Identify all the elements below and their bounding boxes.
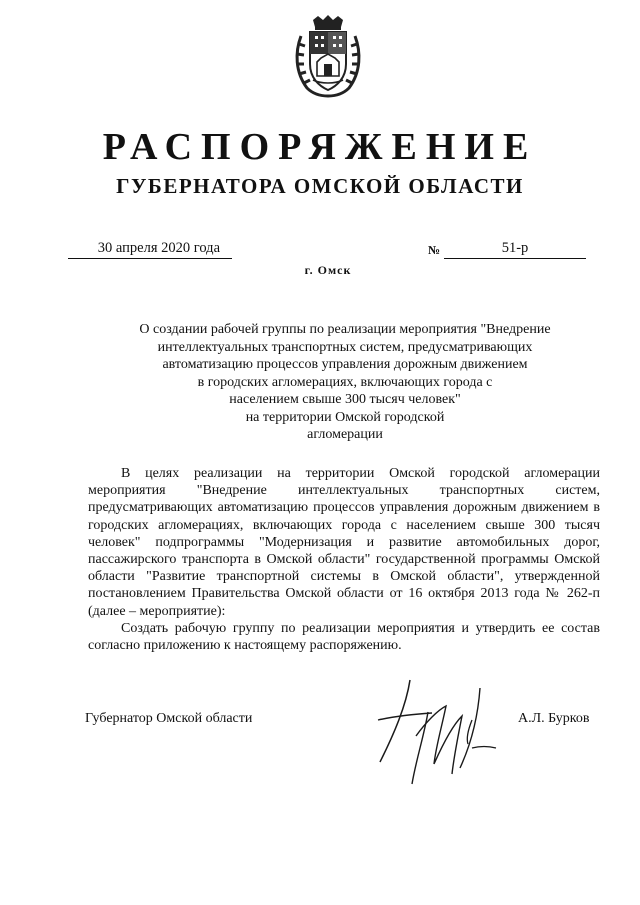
- document-number-label: №: [428, 243, 441, 257]
- body-paragraph: Создать рабочую группу по реализации мероприятия и утвердить ее состав согласно приложению к настоящему распоряжению.: [88, 620, 600, 654]
- issuing-authority: ГУБЕРНАТОРА ОМСКОЙ ОБЛАСТИ: [116, 174, 524, 198]
- omsk-coat-of-arms-icon: [293, 14, 363, 100]
- document-number: 51-р: [444, 238, 586, 259]
- title-line: О создании рабочей группы по реализации мероприятия "Внедрение: [139, 322, 551, 337]
- body-paragraph: В целях реализации на территории Омской городской агломерации мероприятия "Внедрение интеллектуальных транспортных систем, предусматривающих автоматизацию процессов управления дорожным движением в городских агломерациях, включающих города с населением свыше 300 тысяч человек" подпрограммы "Модернизация и развитие автомобильных дорог, пассажирского транспорта в Омской области" государственной программы Омской области "Развитие транспортной системы в Омской области", утвержденной постановлением Правительства Омской области от 16 октября 2013 года № 262-п (далее – мероприятие):: [88, 466, 600, 619]
- document-title: [98, 321, 592, 444]
- signatory-position: Губернатор Омской области: [85, 711, 253, 726]
- document-body: [88, 465, 600, 654]
- title-line: агломерации: [307, 427, 383, 442]
- document-date: 30 апреля 2020 года: [68, 238, 232, 259]
- document-type: РАСПОРЯЖЕНИЕ: [102, 126, 538, 168]
- title-line: населением свыше 300 тысяч человек": [229, 392, 461, 407]
- title-line: интеллектуальных транспортных систем, предусматривающих: [157, 339, 533, 355]
- title-line: в городских агломерациях, включающих города с: [197, 374, 493, 390]
- handwritten-signature-icon: [376, 676, 504, 786]
- signatory-name: А.Л. Бурков: [518, 711, 590, 726]
- title-line: автоматизацию процессов управления дорожным движением: [162, 357, 528, 372]
- title-line: на территории Омской городской: [245, 409, 445, 425]
- document-city: г. Омск: [304, 263, 352, 277]
